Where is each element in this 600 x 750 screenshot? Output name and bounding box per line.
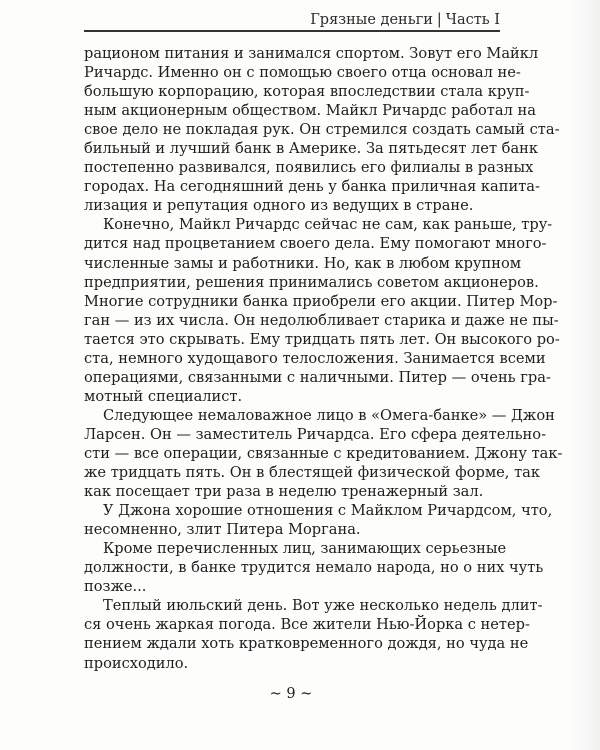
paragraph <box>84 596 543 672</box>
text-line: свое дело не покладая рук. Он стремился создать самый ста- <box>84 121 560 139</box>
text-line: ся очень жаркая погода. Все жители Нью-Йорка с нетер- <box>84 616 530 634</box>
text-line: рационом питания и занимался спортом. Зовут его Майкл <box>84 45 539 62</box>
text-line: ста, немного худощавого телосложения. Занимается всеми <box>84 349 546 367</box>
text-line: Конечно, Майкл Ричардс сейчас не сам, как раньше, тру- <box>103 216 553 234</box>
text-line: ган — из их числа. Он недолюбливает старика и даже не пы- <box>84 311 559 329</box>
page-number: ~ 9 ~ <box>269 686 313 702</box>
paragraph <box>84 406 563 501</box>
text-line: Многие сотрудники банка приобрели его акции. Питер Мор- <box>84 292 558 310</box>
text-line: лизация и репутация одного из ведущих в стране. <box>84 197 474 215</box>
paragraph <box>84 501 553 539</box>
text-line: предприятии, решения принимались советом акционеров. <box>84 273 539 291</box>
header-separator: | <box>436 12 442 28</box>
text-line: тается это скрывать. Ему тридцать пять лет. Он высокого ро- <box>84 330 560 348</box>
text-line: происходило. <box>84 654 189 672</box>
text-line: Ричардс. Именно он с помощью своего отца основал не- <box>84 64 521 82</box>
text-line: У Джона хорошие отношения с Майклом Ричардсом, что, <box>103 502 553 520</box>
text-line: пением ждали хоть кратковременного дождя, но чуда не <box>84 635 529 653</box>
text-line: Теплый июльский день. Вот уже несколько недель длит- <box>103 597 543 615</box>
part-label: Часть I <box>445 12 500 28</box>
text-line: позже... <box>84 578 147 596</box>
paragraph <box>84 44 560 215</box>
text-line: же тридцать пять. Он в блестящей физической форме, так <box>84 464 540 482</box>
text-line: операциями, связанными с наличными. Питер — очень гра- <box>84 368 551 386</box>
running-header <box>84 10 500 30</box>
text-line: численные замы и работники. Но, как в любом крупном <box>84 254 522 272</box>
text-line: большую корпорацию, которая впоследствии стала круп- <box>84 83 530 101</box>
text-line: сти — все операции, связанные с кредитованием. Джону так- <box>84 444 563 462</box>
text-line: должности, в банке трудится немало народа, но о них чуть <box>84 559 544 577</box>
text-line: постепенно развивался, появились его филиалы в разных <box>84 159 534 177</box>
text-line: как посещает три раза в неделю тренажерный зал. <box>84 483 484 501</box>
paragraph <box>84 215 560 405</box>
text-line: Следующее немаловажное лицо в «Омега-банке» — Джон <box>103 406 555 424</box>
text-line: городах. На сегодняшний день у банка приличная капита- <box>84 178 540 196</box>
text-line: несомненно, злит Питера Моргана. <box>84 521 361 539</box>
text-line: дится над процветанием своего дела. Ему помогают много- <box>84 235 547 253</box>
text-line: бильный и лучший банк в Америке. За пятьдесят лет банк <box>84 140 538 158</box>
text-line: Кроме перечисленных лиц, занимающих серьезные <box>103 540 507 558</box>
text-line: мотный специалист. <box>84 387 243 405</box>
page-body-text <box>84 44 563 673</box>
paragraph <box>84 539 544 596</box>
header-rule <box>84 30 500 32</box>
text-line: ным акционерным обществом. Майкл Ричардс работал на <box>84 102 536 120</box>
text-line: Ларсен. Он — заместитель Ричардса. Его сфера деятельно- <box>84 425 546 443</box>
book-title: Грязные деньги <box>310 12 433 28</box>
page-edge-shadow <box>570 0 600 750</box>
